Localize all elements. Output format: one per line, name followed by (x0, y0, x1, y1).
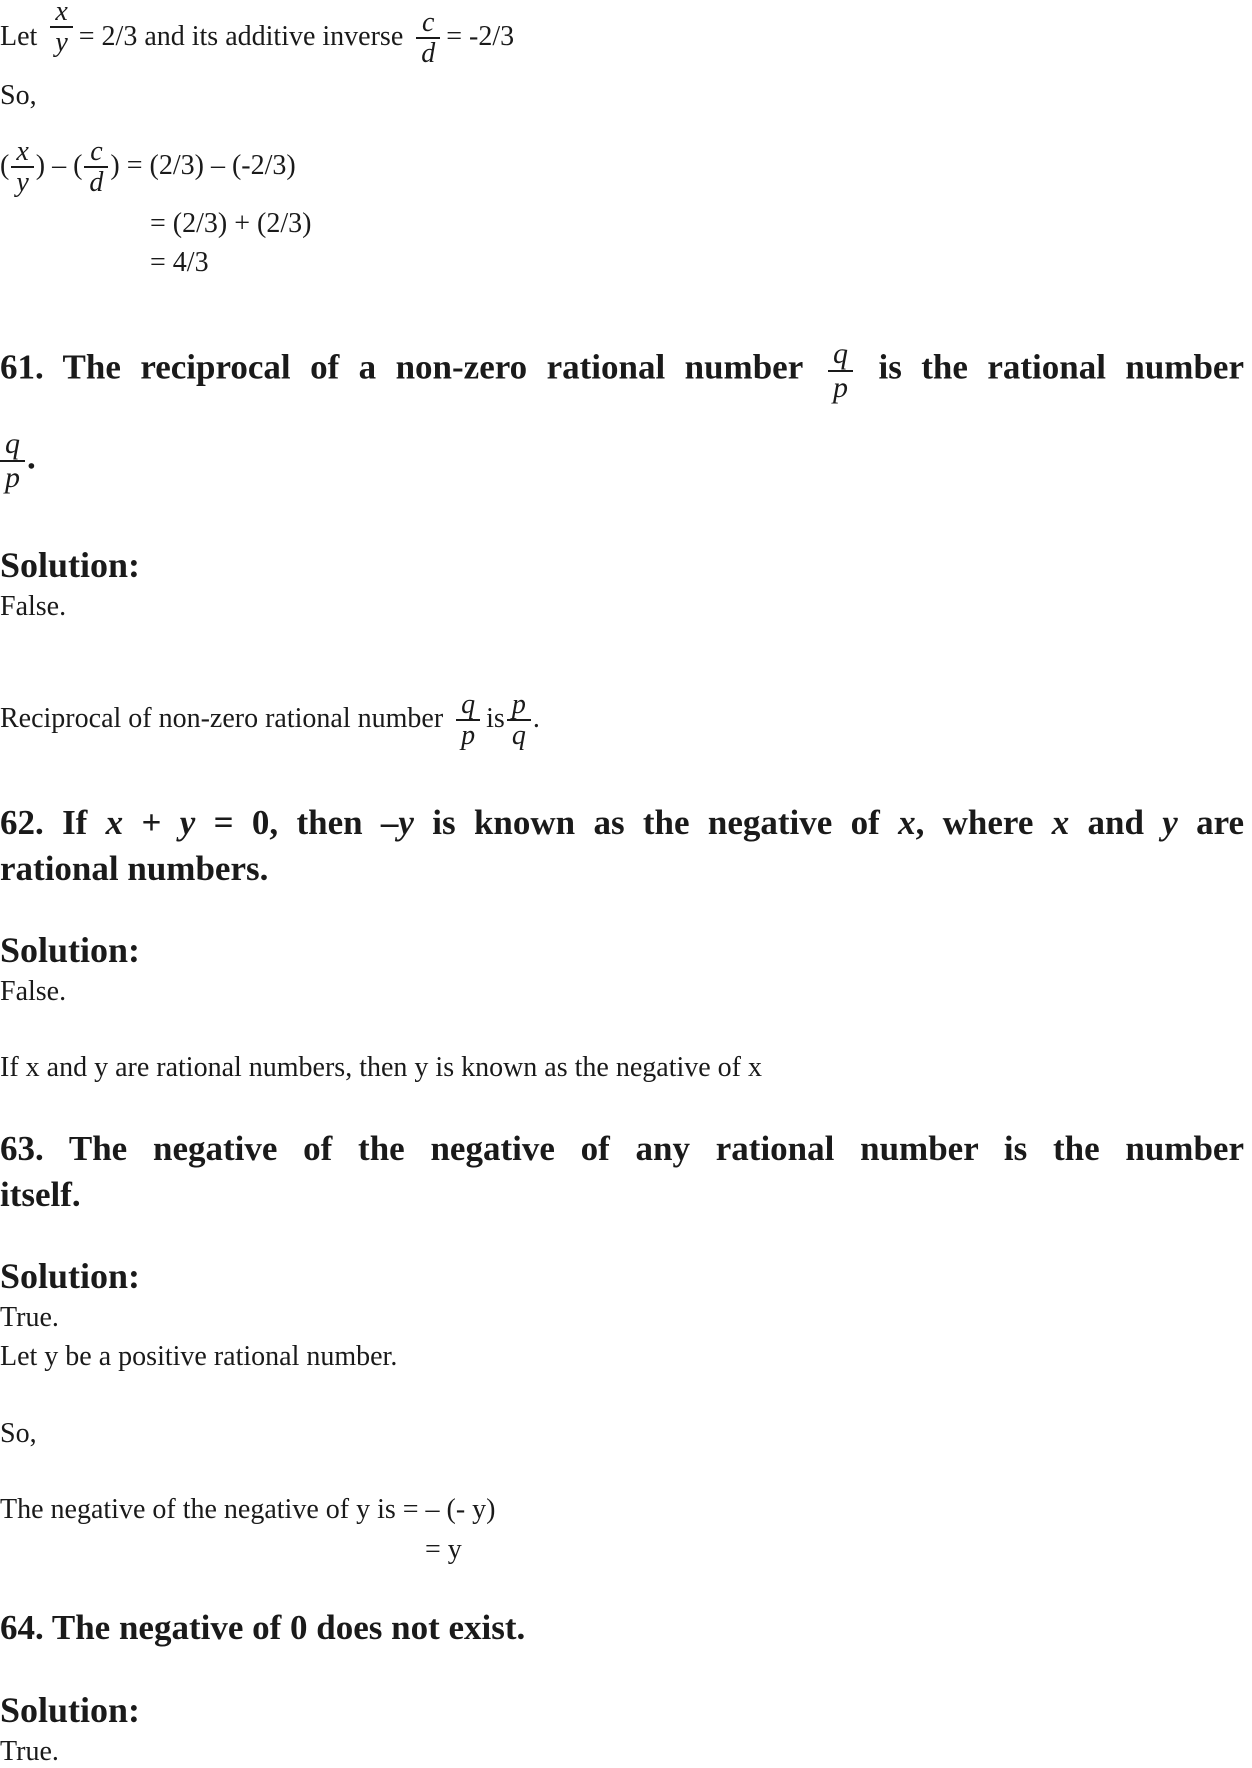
var-x: x (898, 803, 916, 842)
var-y: y (1162, 803, 1178, 842)
fraction-denominator: d (89, 167, 104, 199)
q61-title-start: 61. The reciprocal of a non-zero rational number (0, 347, 803, 387)
q61-title-line-2 (0, 428, 36, 493)
q62-text: and (1087, 803, 1144, 842)
q61-explanation (0, 690, 540, 751)
q62-title (0, 800, 1244, 892)
q61-explain-fraction-p-over-q (507, 690, 531, 751)
q64-solution-label: Solution: (0, 1690, 141, 1730)
intro-so: So, (0, 80, 37, 111)
fraction-x-over-y (50, 0, 72, 58)
fraction-denominator: y (16, 167, 29, 199)
fraction-numerator: q (0, 428, 25, 462)
q62-text: , where (915, 803, 1034, 842)
equals-two-thirds-text: = 2/3 and its additive inverse (78, 20, 404, 52)
fraction-numerator: q (828, 338, 853, 372)
q62-answer: False. (0, 976, 67, 1007)
fraction-denominator: q (511, 720, 526, 752)
q63-solution-label: Solution: (0, 1256, 141, 1296)
fraction-c-over-d (84, 137, 108, 198)
mid-paren: ) – ( (35, 149, 83, 181)
q63-line-2: The negative of the negative of y is = – (- y) (0, 1494, 496, 1525)
intro-let-line (0, 0, 515, 70)
q61-solution-label: Solution: (0, 545, 141, 585)
q61-explain-fraction-q-over-p (456, 690, 480, 751)
q62-text: + (141, 803, 162, 842)
fraction-denominator: p (461, 720, 476, 752)
equals-neg-two-thirds-text: = -2/3 (446, 20, 515, 52)
q61-title-line-1 (0, 338, 1244, 403)
q63-title-line-1: 63. The negative of the negative of any rational number is the number (0, 1129, 1244, 1168)
q61-fraction-q-over-p-2 (0, 428, 25, 493)
q64-title: 64. The negative of 0 does not exist. (0, 1608, 526, 1647)
q61-title-row (0, 338, 1244, 403)
fraction-numerator: c (84, 137, 108, 168)
q61-explain-is: is (486, 702, 505, 734)
q61-end-dot: . (27, 437, 36, 477)
let-word: Let (0, 20, 38, 52)
q63-answer: True. (0, 1302, 59, 1333)
q63-line-3: = y (425, 1534, 462, 1565)
q62-text: 62. If (0, 803, 88, 842)
intro-calc-line-3: = 4/3 (150, 247, 209, 278)
q62-solution-label: Solution: (0, 930, 141, 970)
fraction-numerator: c (416, 8, 440, 39)
q61-title-rest: is the rational number (878, 347, 1245, 387)
q63-title-line-2: itself. (0, 1175, 81, 1214)
calc-line-1-rest: ) = (2/3) – (-2/3) (110, 149, 296, 181)
q62-explanation: If x and y are rational numbers, then y is known as the negative of x (0, 1052, 763, 1083)
fraction-denominator: p (5, 460, 20, 494)
q61-answer: False. (0, 591, 67, 622)
q61-fraction-q-over-p (828, 338, 853, 403)
fraction-numerator: x (11, 137, 33, 168)
q63-title (0, 1126, 1244, 1218)
q61-explain-dot: . (532, 702, 540, 734)
q63-line-1: Let y be a positive rational number. (0, 1341, 398, 1372)
q62-title-line-2: rational numbers. (0, 849, 269, 888)
var-y: y (179, 803, 196, 842)
fraction-denominator: p (833, 370, 849, 404)
intro-calc-line-2: = (2/3) + (2/3) (150, 208, 312, 239)
fraction-denominator: d (421, 38, 436, 70)
var-y: y (398, 803, 414, 842)
q62-text: = 0, then – (213, 803, 399, 842)
q61-explain-text: Reciprocal of non-zero rational number (0, 702, 444, 734)
q62-text: is known as the negative of (432, 803, 880, 842)
fraction-denominator: y (55, 27, 68, 59)
fraction-numerator: x (50, 0, 72, 28)
var-x: x (1051, 803, 1070, 842)
q64-answer: True. (0, 1736, 59, 1767)
intro-calc-line-1 (0, 137, 296, 198)
fraction-x-over-y (11, 137, 33, 198)
var-x: x (105, 803, 124, 842)
fraction-numerator: q (456, 690, 480, 721)
q62-title-line-1 (0, 800, 1244, 846)
fraction-numerator: p (507, 690, 531, 721)
q63-so: So, (0, 1418, 37, 1449)
q62-text: are (1196, 803, 1245, 842)
open-paren: ( (0, 149, 10, 181)
fraction-c-over-d (416, 8, 440, 69)
